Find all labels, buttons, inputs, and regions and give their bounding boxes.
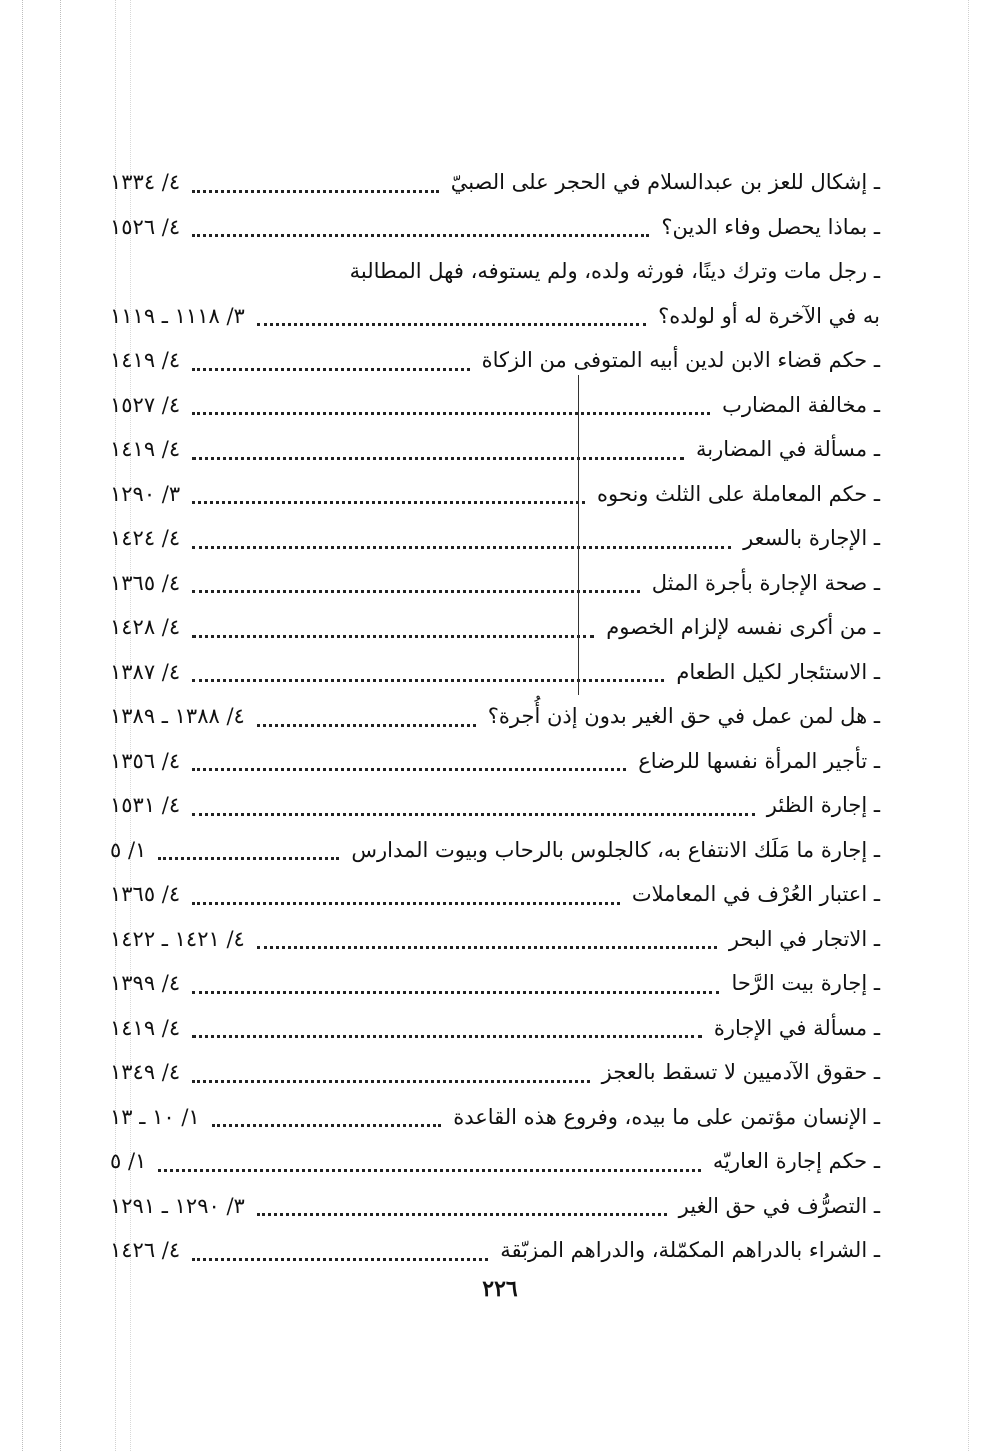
dot-leader: [192, 1025, 702, 1038]
entry-reference: ١/ ١٠ ـ ١٣: [110, 1104, 200, 1129]
dot-leader: [192, 981, 719, 994]
dot-leader: [192, 625, 594, 638]
entry-reference: ٤/ ١٣٤٩: [110, 1060, 181, 1084]
index-entry: [110, 561, 880, 606]
entry-reference: ٤/ ١٥٣١: [110, 793, 181, 817]
entry-reference: ٤/ ١٤٢١ ـ ١٤٢٢: [110, 926, 245, 951]
entry-topic: ـ الاتجار في البحر: [728, 926, 880, 951]
index-entry: [110, 605, 880, 650]
entry-topic: ـ الشراء بالدراهم المكمّلة، والدراهم المزبّقة: [500, 1238, 880, 1262]
dot-leader: [257, 313, 646, 326]
entry-reference: ٤/ ١٣٩٩: [110, 971, 181, 995]
index-entry: [110, 205, 880, 250]
entry-reference: ١/ ٥: [110, 1149, 147, 1173]
dot-leader: [192, 180, 439, 193]
dot-leader: [192, 803, 755, 816]
scan-fold-line: [578, 375, 579, 695]
entry-topic: ـ التصرُّف في حق الغير: [678, 1193, 880, 1218]
index-entry: [110, 961, 880, 1006]
entry-reference: ٤/ ١٤٢٤: [110, 526, 181, 550]
index-entry: [110, 516, 880, 561]
dot-leader: [192, 491, 585, 504]
entry-reference: ٤/ ١٤٢٦: [110, 1238, 181, 1262]
index-entry: [110, 1095, 880, 1140]
dot-leader: [158, 1159, 701, 1172]
index-entry: [110, 1050, 880, 1095]
index-entry: [110, 1139, 880, 1184]
entry-reference: ٣/ ١٢٩٠ ـ ١٢٩١: [110, 1193, 245, 1218]
entry-topic: ـ بماذا يحصل وفاء الدين؟: [661, 214, 880, 239]
dot-leader: [192, 892, 620, 905]
dot-leader: [192, 758, 626, 771]
entry-reference: ٤/ ١٤١٩: [110, 348, 181, 372]
index-entry: [110, 160, 880, 205]
scan-edge-line: [22, 0, 23, 1451]
entry-reference: ٤/ ١٣٥٦: [110, 748, 181, 773]
index-entry: [110, 383, 880, 428]
entry-reference: ٤/ ١٤٢٨: [110, 615, 181, 639]
entry-topic: ـ مسألة في الإجارة: [713, 1015, 880, 1040]
entry-topic: ـ الإنسان مؤتمن على ما بيده، وفروع هذه القاعدة: [453, 1104, 880, 1129]
entry-reference: ٤/ ١٣٣٤: [110, 170, 181, 194]
index-entry: [110, 338, 880, 383]
index-entry: [110, 427, 880, 472]
dot-leader: [212, 1114, 442, 1127]
entry-topic: ـ حكم إجارة العاريّه: [712, 1149, 880, 1173]
entry-topic: ـ حكم المعاملة على الثلث ونحوه: [597, 481, 880, 506]
entry-reference: ٤/ ١٥٢٦: [110, 214, 181, 239]
entry-topic: ـ حقوق الآدميين لا تسقط بالعجز: [601, 1060, 880, 1084]
dot-leader: [158, 847, 339, 860]
dot-leader: [192, 224, 649, 237]
entry-reference: ٣/ ١١١٨ ـ ١١١٩: [110, 303, 245, 328]
index-entry: [110, 783, 880, 828]
entry-reference: ٤/ ١٤١٩: [110, 437, 181, 461]
index-entry: [110, 650, 880, 695]
scan-edge-line: [968, 0, 969, 1451]
entry-reference: ١/ ٥: [110, 837, 147, 862]
entry-reference: ٤/ ١٣٦٥: [110, 882, 181, 906]
index-entry: [110, 917, 880, 962]
dot-leader: [192, 402, 710, 415]
entry-reference: ٤/ ١٣٦٥: [110, 570, 181, 595]
entry-topic: ـ الإجارة بالسعر: [743, 526, 880, 550]
index-entry: [110, 1184, 880, 1229]
entry-topic: ـ إجارة بيت الرَّحا: [731, 971, 880, 995]
page-number: ٢٢٦: [482, 1276, 518, 1302]
dot-leader: [192, 447, 684, 460]
scan-edge-line: [60, 0, 61, 1451]
entry-topic: ـ صحة الإجارة بأجرة المثل: [651, 570, 880, 595]
entry-topic: ـ مسألة في المضاربة: [696, 437, 880, 461]
entry-topic: ـ من أكرى نفسه لإلزام الخصوم: [606, 615, 880, 639]
index-entry: [110, 739, 880, 784]
entry-topic: ـ رجل مات وترك دينًا، فورثه ولده، ولم يستوفه، فهل المطالبة: [349, 259, 880, 283]
index-entries: [110, 160, 880, 1273]
index-entry: [110, 694, 880, 739]
dot-leader: [192, 580, 640, 593]
dot-leader: [192, 358, 469, 371]
entry-topic: ـ الاستئجار لكيل الطعام: [676, 659, 880, 684]
dot-leader: [192, 669, 664, 682]
entry-reference: ٤/ ١٤١٩: [110, 1015, 181, 1040]
entry-reference: ٤/ ١٥٢٧: [110, 392, 181, 417]
dot-leader: [257, 714, 476, 727]
entry-topic: به في الآخرة له أو لولده؟: [658, 303, 880, 328]
index-entry: [110, 249, 880, 294]
index-entry: [110, 1228, 880, 1273]
entry-reference: ٤/ ١٣٨٧: [110, 659, 181, 684]
dot-leader: [257, 936, 717, 949]
index-entry: [110, 294, 880, 339]
entry-reference: ٤/ ١٣٨٨ ـ ١٣٨٩: [110, 704, 245, 728]
entry-topic: ـ إشكال للعز بن عبدالسلام في الحجر على الصبيّ: [450, 170, 880, 194]
dot-leader: [192, 1070, 589, 1083]
index-entry: [110, 872, 880, 917]
dot-leader: [192, 536, 731, 549]
dot-leader: [257, 1203, 667, 1216]
entry-topic: ـ إجارة ما مَلَك الانتفاع به، كالجلوس بالرحاب وبيوت المدارس: [351, 837, 880, 862]
entry-topic: ـ تأجير المرأة نفسها للرضاع: [638, 748, 880, 773]
index-entry: [110, 828, 880, 873]
entry-topic: ـ إجارة الظئر: [766, 793, 880, 817]
index-entry: [110, 1006, 880, 1051]
entry-topic: ـ هل لمن عمل في حق الغير بدون إذن أُجرة؟: [487, 704, 880, 728]
entry-topic: ـ مخالفة المضارب: [722, 392, 880, 417]
entry-reference: ٣/ ١٢٩٠: [110, 481, 181, 506]
entry-topic: ـ اعتبار العُرْف في المعاملات: [631, 882, 880, 906]
entry-topic: ـ حكم قضاء الابن لدين أبيه المتوفى من الزكاة: [481, 348, 880, 372]
index-entry: [110, 472, 880, 517]
dot-leader: [192, 1248, 488, 1261]
